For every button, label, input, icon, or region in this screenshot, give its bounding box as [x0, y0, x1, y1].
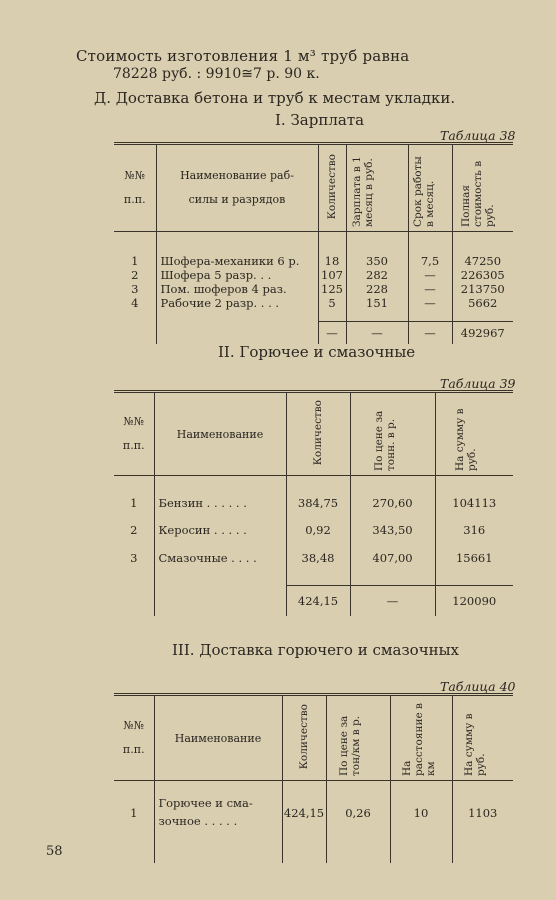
table-total-row: 424,15 — 120090 — [114, 586, 513, 616]
table-row: 1 Бензин . . . . . . 384,75 270,60 104113 — [114, 490, 513, 516]
section-1-title: I. Зарплата — [275, 111, 365, 129]
table-row: 3 Смазочные . . . . 38,48 407,00 15661 — [114, 544, 513, 572]
header-qty: Количество — [282, 695, 326, 781]
table-row: 2 Шофера 5 разр. . . 107 282 — 226305 — [114, 268, 513, 282]
header-name: Наименование — [154, 695, 282, 781]
header-num: №№ п.п. — [114, 695, 154, 781]
header-num: №№ п.п. — [114, 144, 156, 232]
table-total-row: — — — 492967 — [114, 322, 513, 344]
page-number: 58 — [46, 844, 63, 859]
table-39-caption: Таблица 39 — [440, 376, 516, 391]
header-cost: Полная стоимость в руб. — [452, 144, 513, 232]
table-row: 2 Керосин . . . . . 0,92 343,50 316 — [114, 516, 513, 544]
header-qty: Количество — [318, 144, 346, 232]
table-40 — [114, 693, 513, 863]
header-qty: Количество — [286, 392, 350, 476]
table-38-caption: Таблица 38 — [440, 128, 516, 143]
section-d-heading: Д. Доставка бетона и труб к местам укладки. — [94, 89, 456, 107]
header-sum: На сумму в руб. — [435, 392, 513, 476]
table-row: 3 Пом. шоферов 4 раз. 125 228 — 213750 — [114, 282, 513, 296]
header-num: №№ п.п. — [114, 392, 154, 476]
table-row: 1 Горючее и сма- зочное . . . . . 424,15 0,26 10 1103 — [114, 793, 513, 833]
header-sum: На сумму в руб. — [452, 695, 513, 781]
intro-line-2: 78228 руб. : 9910≅7 р. 90 к. — [113, 66, 320, 82]
table-40-caption: Таблица 40 — [440, 679, 516, 694]
header-salary: Зарплата в 1 месяц в руб. — [346, 144, 408, 232]
header-name: Наименование раб- силы и разрядов — [156, 144, 318, 232]
intro-line-1: Стоимость изготовления 1 м³ труб равна — [76, 47, 410, 65]
header-distance: На расстояние в км — [390, 695, 452, 781]
section-2-title: II. Горючее и смазочные — [218, 343, 416, 361]
section-3-title: III. Доставка горючего и смазочных — [172, 641, 460, 659]
header-term: Срок работы в месяц. — [408, 144, 452, 232]
table-39 — [114, 390, 513, 616]
table-row: 1 Шофера-механики 6 р. 18 350 7,5 47250 — [114, 254, 513, 268]
header-price: По цене за тонн. в р. — [350, 392, 435, 476]
table-38 — [114, 142, 513, 344]
header-name: Наименование — [154, 392, 286, 476]
table-row: 4 Рабочие 2 разр. . . . 5 151 — 5662 — [114, 296, 513, 310]
header-price: По цене за тон/км в р. — [326, 695, 390, 781]
